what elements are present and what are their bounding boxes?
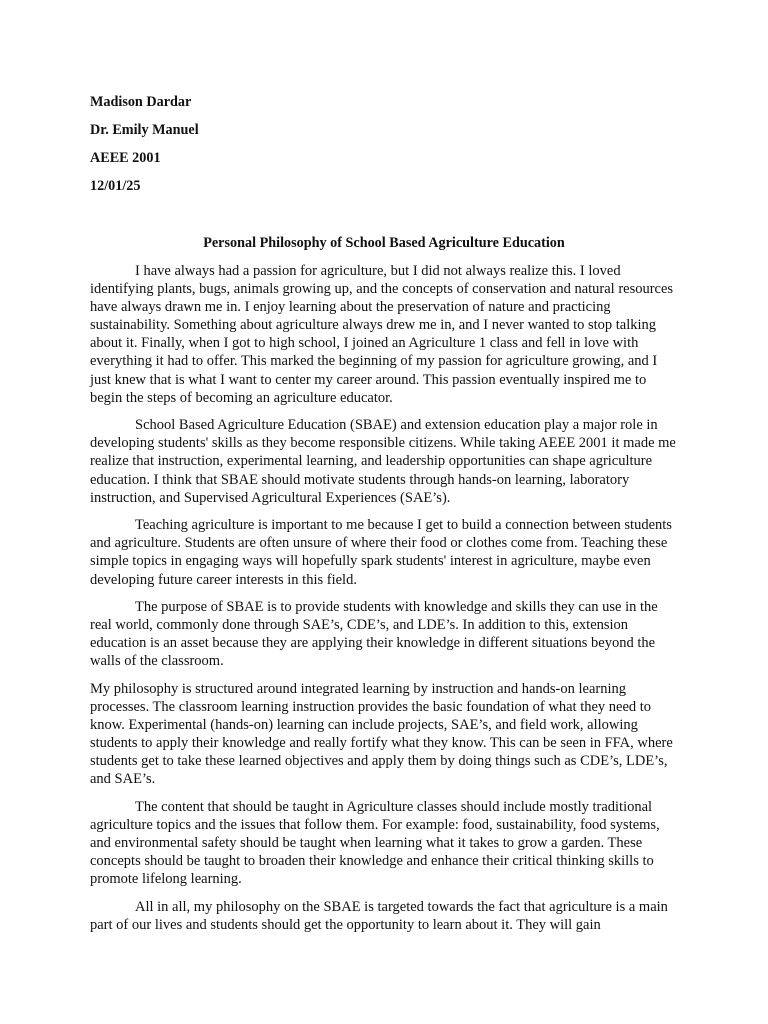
paragraph-2: School Based Agriculture Education (SBAE) and extension education play a major role in developing students' skills as they become responsible citizens. While taking AEEE 2001 it made me realize that instruction, experimental learning, and leadership opportunities can shape agriculture education. I think that SBAE should motivate students through hands-on learning, laboratory instruction, and Supervised Agricultural Experiences (SAE’s). xyxy=(90,417,676,506)
paragraph-7: All in all, my philosophy on the SBAE is targeted towards the fact that agriculture is a main part of our lives and students should get the opportunity to learn about it. They will gain xyxy=(90,899,668,934)
paragraph-3: Teaching agriculture is important to me because I get to build a connection between students and agriculture. Students are often unsure of where their food or clothes come from. Teaching these simple topics in engaging ways will hopefully spark students' interest in agriculture, maybe even developing future career interests in this field. xyxy=(90,517,672,588)
paragraph-5: My philosophy is structured around integrated learning by instruction and hands-on learning processes. The classroom learning instruction provides the basic foundation of what they need to know. Experimental (hands-on) learning can include projects, SAE’s, and field work, allowing students to apply their knowledge and really fortify what they know. This can be seen in FFA, where students get to take these learned objectives and apply them by doing things such as CDE’s, LDE’s, and SAE’s. xyxy=(90,680,673,788)
course-code: AEEE 2001 xyxy=(90,150,161,166)
document-header xyxy=(90,93,199,205)
document-date: 12/01/25 xyxy=(90,178,141,194)
paragraph-1: I have always had a passion for agriculture, but I did not always realize this. I loved identifying plants, bugs, animals growing up, and the concepts of conservation and natural resources have always drawn me in. I enjoy learning about the preservation of nature and practicing sustainability. Something about agriculture always drew me in, and I never wanted to stop talking about it. Finally, when I got to high school, I joined an Agriculture 1 class and fell in love with everything it had to offer. This marked the beginning of my passion for agriculture growing, and I just knew that is what I want to center my career around. This passion eventually inspired me to begin the steps of becoming an agriculture educator. xyxy=(90,263,674,406)
document-body xyxy=(90,262,680,944)
paragraph-4: The purpose of SBAE is to provide students with knowledge and skills they can use in the real world, commonly done through SAE’s, CDE’s, and LDE’s. In addition to this, extension education is an asset because they are applying their knowledge in different situations beyond the walls of the classroom. xyxy=(90,599,658,670)
document-title: Personal Philosophy of School Based Agriculture Education xyxy=(203,235,565,251)
paragraph-6: The content that should be taught in Agriculture classes should include mostly traditional agriculture topics and the issues that follow them. For example: food, sustainability, food systems, and environmental safety should be taught when learning what it takes to grow a garden. These concepts should be taught to broaden their knowledge and enhance their critical thinking skills to promote lifelong learning. xyxy=(90,799,660,888)
student-name: Madison Dardar xyxy=(90,94,192,110)
instructor-name: Dr. Emily Manuel xyxy=(90,122,199,138)
